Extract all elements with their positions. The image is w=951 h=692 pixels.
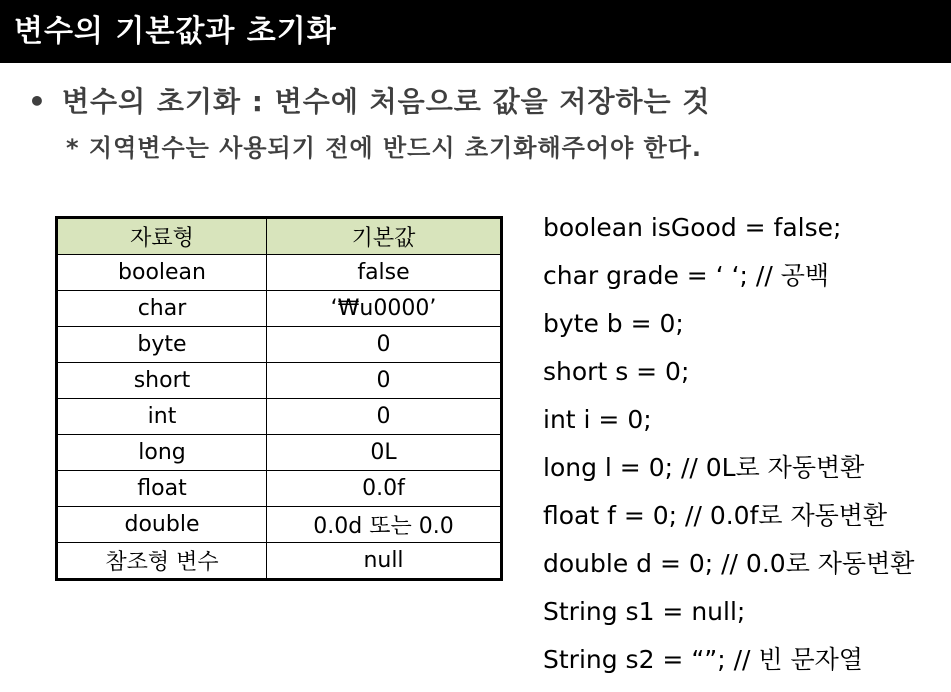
default-values-table xyxy=(55,216,503,581)
table-header-row xyxy=(57,218,502,255)
default-cell: 0.0f xyxy=(267,471,502,507)
default-cell: 0L xyxy=(267,435,502,471)
table-row xyxy=(57,543,502,580)
code-example-list xyxy=(543,204,914,684)
code-line: String s1 = null; xyxy=(543,597,746,626)
default-cell: 0 xyxy=(267,363,502,399)
default-cell: false xyxy=(267,255,502,291)
default-cell: 0 xyxy=(267,327,502,363)
code-line: char grade = ‘ ‘; // 공백 xyxy=(543,261,829,290)
code-line: long l = 0; // 0L로 자동변환 xyxy=(543,453,865,482)
type-cell: long xyxy=(57,435,267,471)
code-line: int i = 0; xyxy=(543,405,652,434)
type-cell: boolean xyxy=(57,255,267,291)
code-line: float f = 0; // 0.0f로 자동변환 xyxy=(543,501,888,530)
table-row xyxy=(57,255,502,291)
column-header-default: 기본값 xyxy=(267,218,502,255)
code-line: String s2 = “”; // 빈 문자열 xyxy=(543,645,863,674)
default-cell: 0 xyxy=(267,399,502,435)
table-row xyxy=(57,435,502,471)
code-line: double d = 0; // 0.0로 자동변환 xyxy=(543,549,915,578)
table-row xyxy=(57,507,502,543)
bullet-icon: • xyxy=(28,85,47,118)
default-cell: null xyxy=(267,543,502,580)
code-line: short s = 0; xyxy=(543,357,690,386)
table-row xyxy=(57,291,502,327)
table-row xyxy=(57,363,502,399)
type-cell: char xyxy=(57,291,267,327)
type-cell: int xyxy=(57,399,267,435)
type-cell: short xyxy=(57,363,267,399)
column-header-type: 자료형 xyxy=(57,218,267,255)
default-cell: 0.0d 또는 0.0 xyxy=(267,507,502,543)
bullet-text: 변수의 초기화 : 변수에 처음으로 값을 저장하는 것 xyxy=(62,85,711,118)
type-cell: float xyxy=(57,471,267,507)
type-cell: 참조형 변수 xyxy=(57,543,267,580)
code-line: boolean isGood = false; xyxy=(543,213,842,242)
table-row xyxy=(57,399,502,435)
type-cell: double xyxy=(57,507,267,543)
table-row xyxy=(57,471,502,507)
default-cell: ‘₩u0000’ xyxy=(267,291,502,327)
type-cell: byte xyxy=(57,327,267,363)
bullet-note: * 지역변수는 사용되기 전에 반드시 초기화해주어야 한다. xyxy=(66,134,703,162)
table-row xyxy=(57,327,502,363)
code-line: byte b = 0; xyxy=(543,309,684,338)
bullet-item xyxy=(28,80,710,120)
slide-title: 변수의 기본값과 초기화 xyxy=(0,0,951,63)
